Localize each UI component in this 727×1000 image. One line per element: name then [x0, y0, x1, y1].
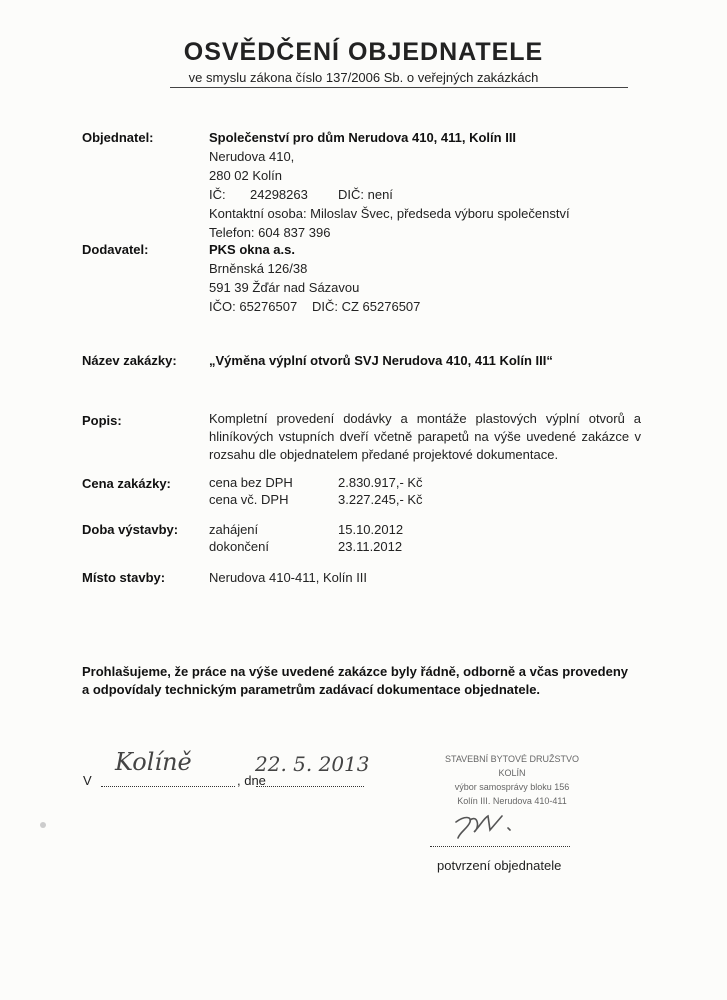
objednatel-city: 280 02 Kolín	[209, 168, 283, 183]
objednatel-dic: DIČ: není	[338, 187, 393, 202]
cena-label: Cena zakázky:	[82, 476, 171, 491]
popis-text: Kompletní provedení dodávky a montáže plastových výplní otvorů a hliníkových vstupních dveří včetně parapetů na výše uvedené zakázce v rozsahu dle objednatelem předané projektové dokumentace.	[209, 411, 641, 462]
document-subtitle: ve smyslu zákona číslo 137/2006 Sb. o veřejných zakázkách	[188, 70, 539, 85]
misto-label: Místo stavby:	[82, 570, 166, 585]
dodavatel-ico: IČO: 65276507	[209, 299, 298, 314]
scan-speck	[40, 822, 46, 828]
doba-end: 23.11.2012	[338, 539, 403, 554]
place-dotted-line	[101, 786, 235, 787]
objednatel-street: Nerudova 410,	[209, 149, 295, 164]
objednatel-name: Společenství pro dům Nerudova 410, 411, Kolín III	[209, 130, 517, 145]
dodavatel-name: PKS okna a.s.	[209, 242, 295, 257]
title-divider	[170, 87, 628, 88]
document-title: OSVĚDČENÍ OBJEDNATELE	[183, 38, 544, 66]
handwritten-signature	[450, 808, 540, 844]
cena-bez-dph: 2.830.917,- Kč	[338, 475, 423, 490]
objednatel-phone: Telefon: 604 837 396	[209, 225, 331, 240]
dodavatel-street: Brněnská 126/38	[209, 261, 308, 276]
misto-value: Nerudova 410-411, Kolín III	[209, 570, 368, 585]
doba-start-label: zahájení	[209, 522, 259, 537]
dodavatel-dic: DIČ: CZ 65276507	[312, 299, 421, 314]
zakazka-value: „Výměna výplní otvorů SVJ Nerudova 410, 411 Kolín III“	[209, 353, 553, 368]
doba-end-label: dokončení	[209, 539, 269, 554]
zakazka-label: Název zakázky:	[82, 353, 177, 368]
objednatel-ic-label: IČ:	[209, 187, 226, 202]
objednatel-label: Objednatel:	[82, 130, 154, 145]
dodavatel-label: Dodavatel:	[82, 242, 149, 257]
doba-start: 15.10.2012	[338, 522, 404, 537]
date-handwritten: 22. 5. 2013	[255, 752, 370, 776]
stamp-line-2: výbor samosprávy bloku 156	[454, 782, 570, 792]
place-prefix: V	[83, 773, 92, 788]
organization-stamp	[437, 752, 587, 808]
popis-label: Popis:	[82, 413, 122, 428]
dodavatel-city: 591 39 Žďár nad Sázavou	[209, 280, 360, 295]
confirmation-caption: potvrzení objednatele	[437, 858, 562, 873]
stamp-line-3: Kolín III. Nerudova 410-411	[457, 796, 567, 806]
cena-vc-dph-label: cena vč. DPH	[209, 492, 289, 507]
place-handwritten: Kolíně	[115, 748, 192, 776]
cena-bez-dph-label: cena bez DPH	[209, 475, 293, 490]
doba-label: Doba výstavby:	[82, 522, 179, 537]
date-dotted-line	[256, 786, 364, 787]
objednatel-ic: 24298263	[250, 187, 308, 202]
declaration-text: Prohlašujeme, že práce na výše uvedené zakázce byly řádně, odborně a včas provedeny a odpovídaly technickým parametrům zadávací dokumentace objednatele.	[82, 664, 628, 697]
date-prefix: , dne	[237, 773, 266, 788]
objednatel-contact: Kontaktní osoba: Miloslav Švec, předseda výboru společenství	[209, 206, 570, 221]
signature-dotted-line	[430, 846, 570, 847]
cena-vc-dph: 3.227.245,- Kč	[338, 492, 423, 507]
stamp-line-1: STAVEBNÍ BYTOVÉ DRUŽSTVO KOLÍN	[444, 754, 580, 778]
